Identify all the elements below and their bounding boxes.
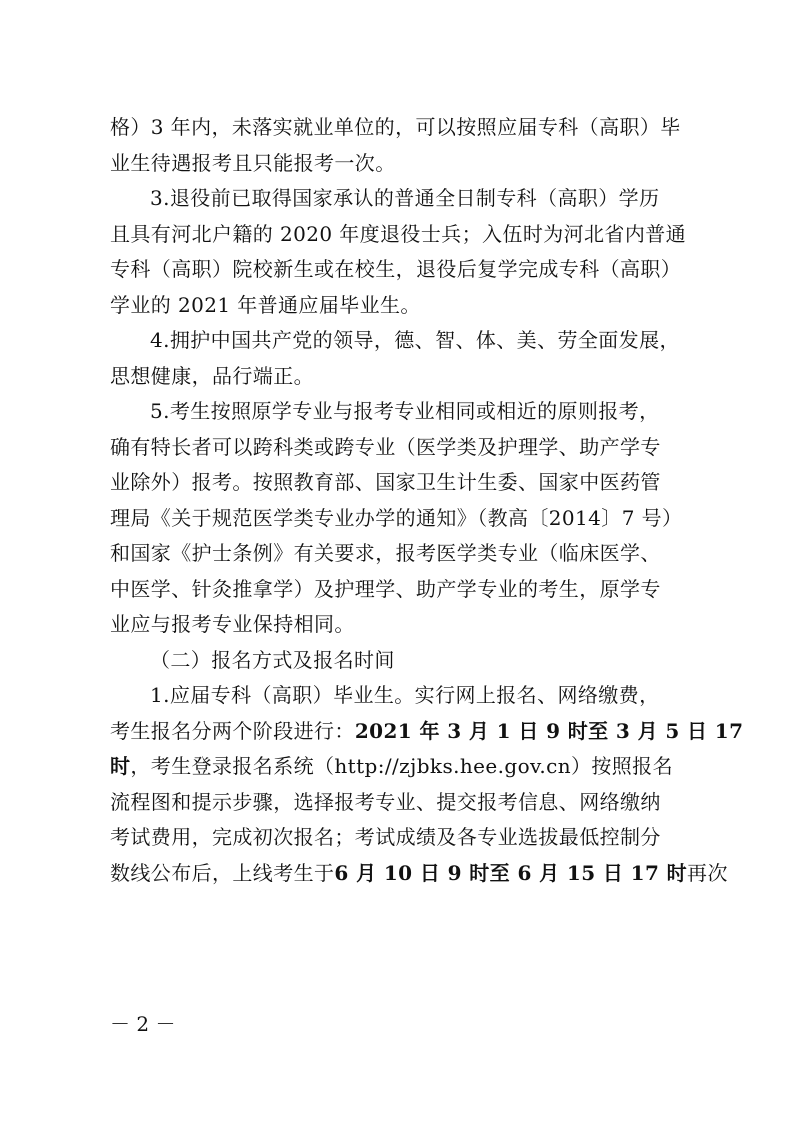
date-range-bold: 6 月 10 日 9 时至 6 月 15 日 17 时	[334, 860, 688, 885]
text-line: 4.拥护中国共产党的领导，德、智、体、美、劳全面发展，	[150, 328, 680, 352]
text-line	[110, 856, 728, 892]
text-line: 5.考生按照原学专业与报考专业相同或相近的原则报考，	[150, 399, 660, 423]
text-line	[110, 714, 744, 750]
text-line: 且具有河北户籍的 2020 年度退役士兵；入伍时为河北省内普通	[110, 221, 687, 246]
text-line: 学业的 2021 年普通应届毕业生。	[110, 292, 421, 317]
text-run: 考生报名分两个阶段进行：	[110, 718, 355, 743]
text-line: 中医学、针灸推拿学）及护理学、助产学专业的考生，原学专	[110, 576, 661, 601]
text-line: 业除外）报考。按照教育部、国家卫生计生委、国家中医药管	[110, 470, 661, 494]
date-range-bold: 时	[110, 754, 131, 778]
text-run: ，考生登录报名系统（http://zjbks.hee.gov.cn）按照报名	[130, 754, 673, 778]
text-line: 思想健康，品行端正。	[110, 363, 314, 388]
page-number: － 2 －	[110, 1012, 176, 1036]
text-line	[110, 749, 686, 785]
text-line: 确有特长者可以跨科类或跨专业（医学类及护理学、助产学专	[110, 434, 661, 459]
text-line: 理局《关于规范医学类专业办学的通知》（教高〔2014〕7 号）	[110, 505, 683, 530]
text-line: 考试费用，完成初次报名；考试成绩及各专业选拔最低控制分	[110, 825, 661, 849]
text-line: 格）3 年内，未落实就业单位的，可以按照应届专科（高职）毕	[110, 115, 681, 139]
text-line: 3.退役前已取得国家承认的普通全日制专科（高职）学历	[150, 186, 660, 210]
text-line: 流程图和提示步骤，选择报考专业、提交报考信息、网络缴纳	[110, 789, 661, 814]
text-line: 专科（高职）院校新生或在校生，退役后复学完成专科（高职）	[110, 257, 682, 281]
date-range-bold: 2021 年 3 月 1 日 9 时至 3 月 5 日 17	[354, 718, 744, 743]
text-line: 业应与报考专业保持相同。	[110, 612, 355, 636]
text-line: 业生待遇报考且只能报考一次。	[110, 150, 396, 175]
section-heading: （二）报名方式及报名时间	[150, 647, 395, 672]
text-run: 再次	[687, 860, 728, 885]
text-line: 1.应届专科（高职）毕业生。实行网上报名、网络缴费，	[150, 683, 660, 707]
text-line: 和国家《护士条例》有关要求，报考医学类专业（临床医学、	[110, 541, 661, 565]
document-body	[110, 110, 744, 891]
text-run: 数线公布后，上线考生于	[110, 860, 335, 885]
